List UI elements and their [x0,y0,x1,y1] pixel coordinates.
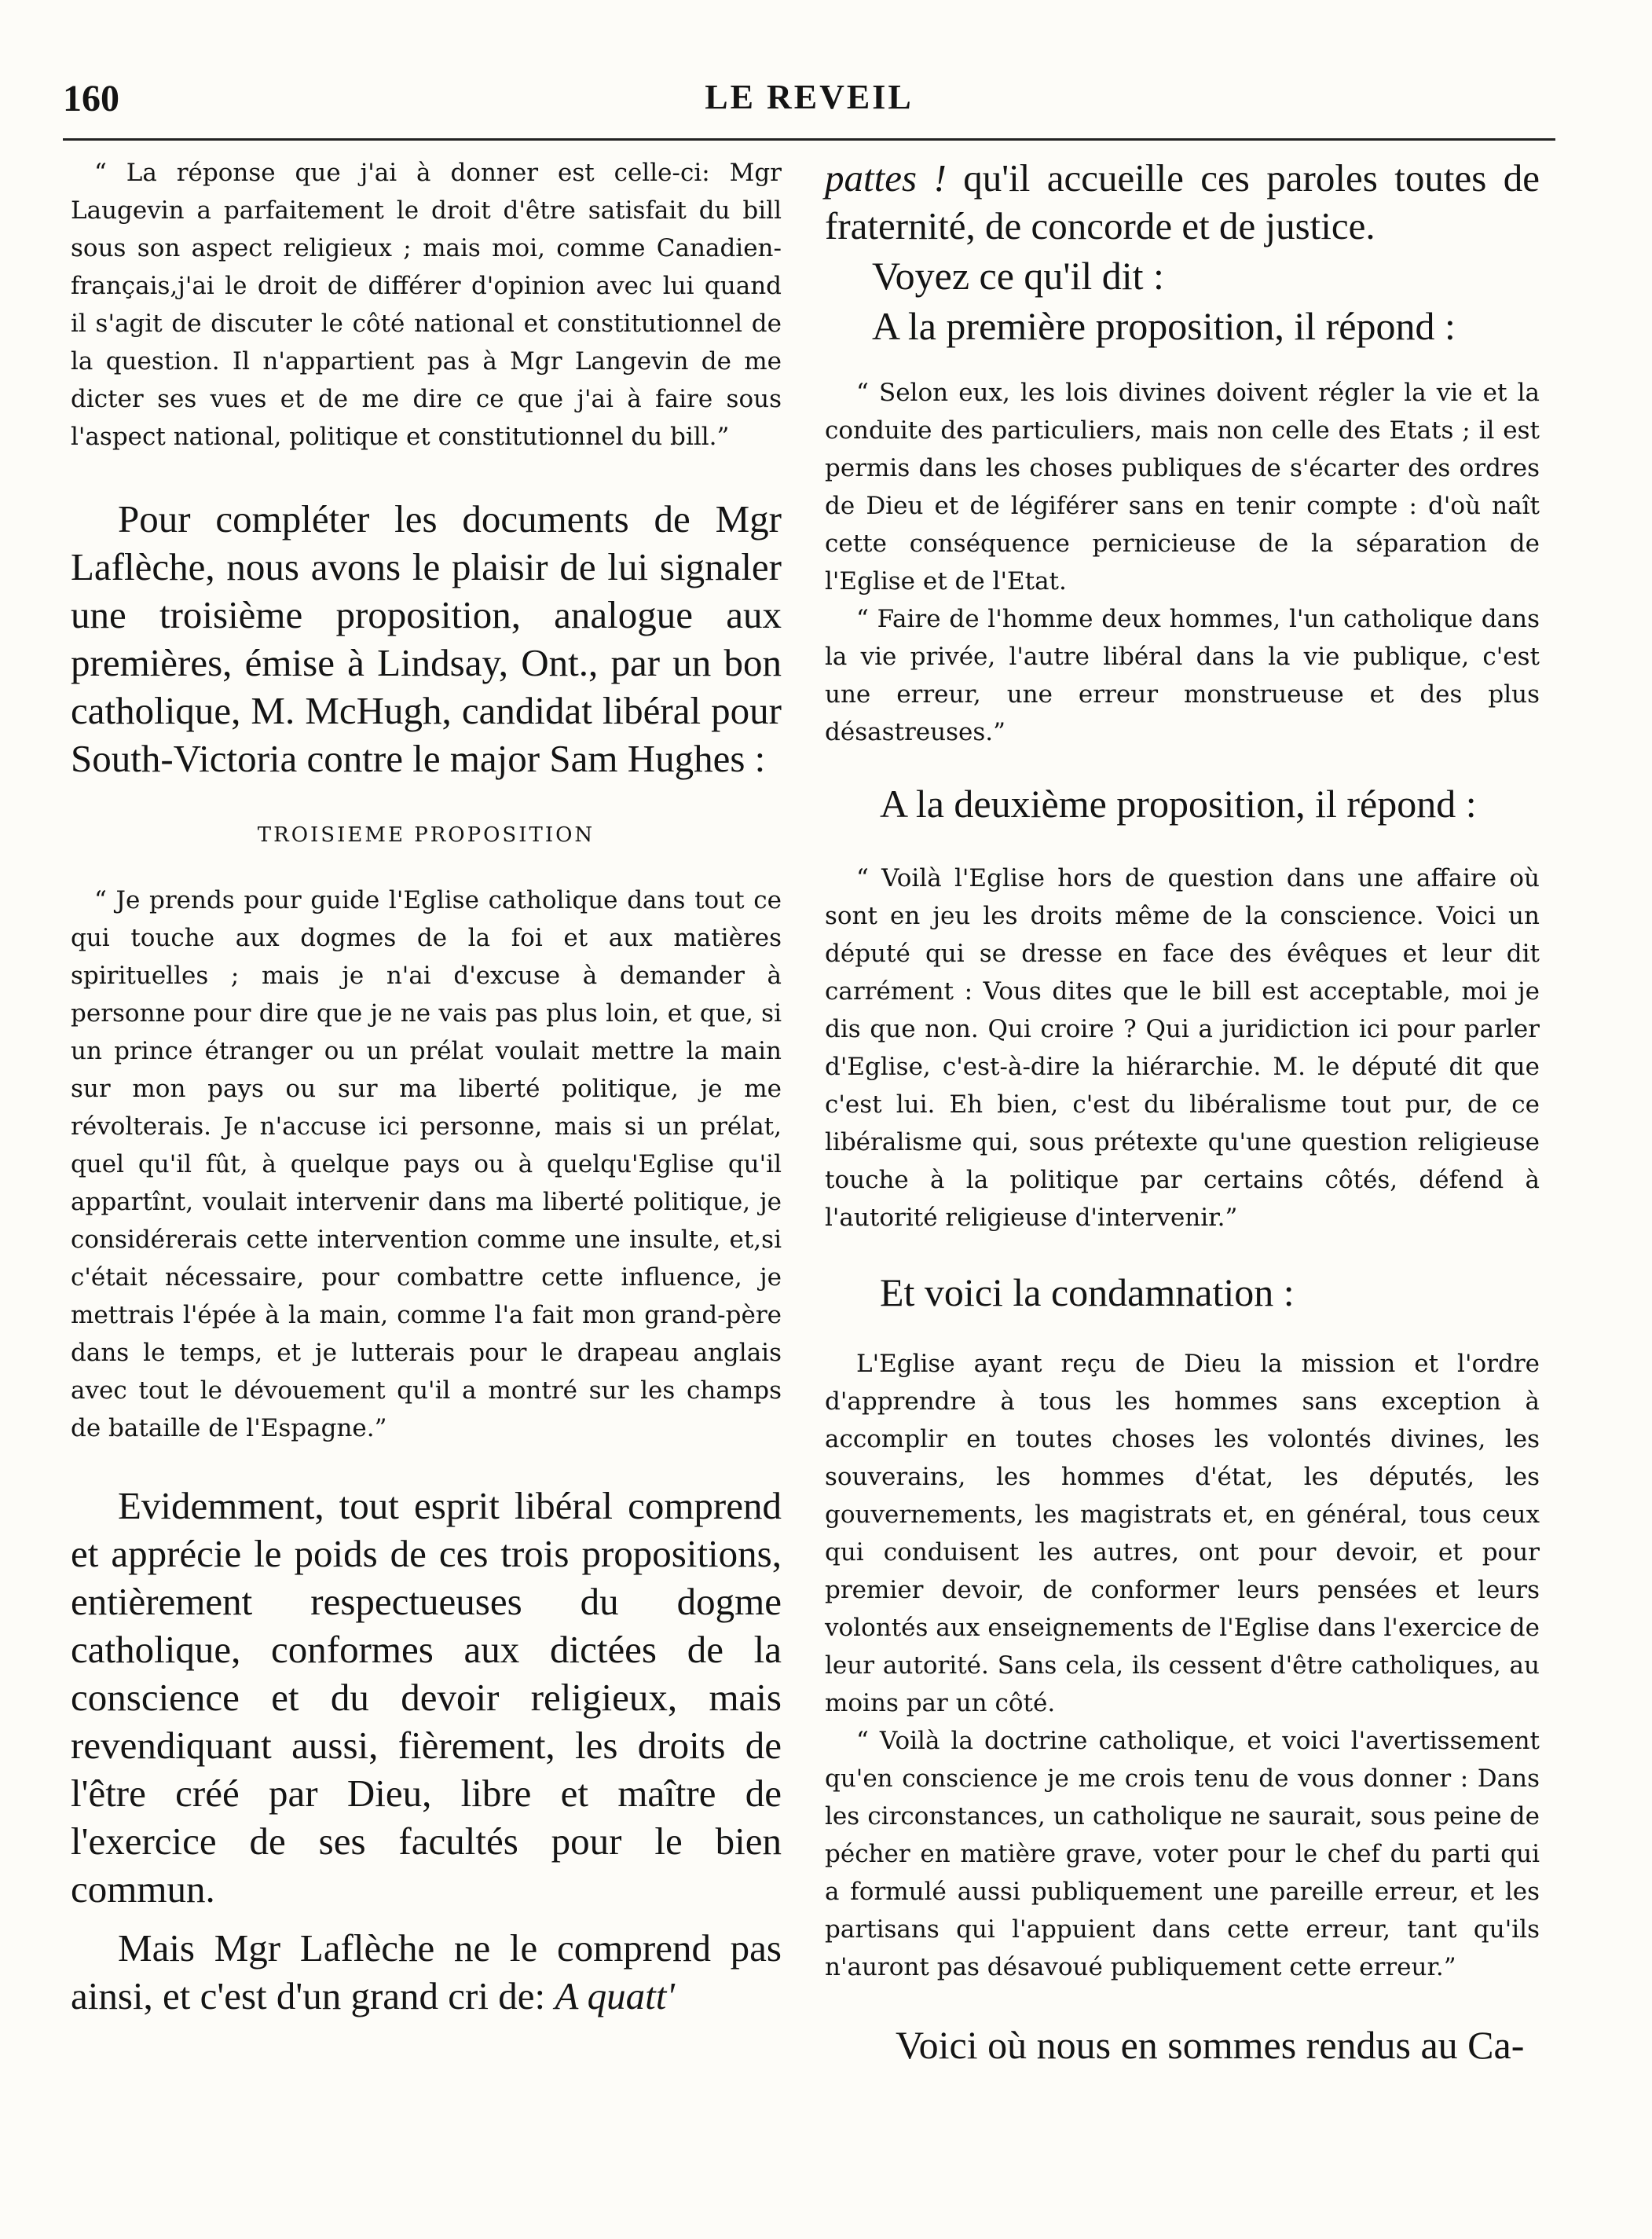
left-column [71,154,782,2020]
paragraph-mais-italic: A quatt' [555,1974,675,2017]
line-premiere-proposition: A la première proposition, il répond : [872,304,1456,348]
page-header [63,69,1555,132]
quote-faire-homme: “ Faire de l'homme deux hommes, l'un catholique dans la vie privée, l'autre libéral dans la vie publique, c'est une erreur, une erreur monstrueuse et des plus désastreuses.” [825,605,1540,746]
paragraph-mais-text: Mais Mgr Laflèche ne le comprend pas ainsi, et c'est d'un grand cri de: [71,1926,782,2017]
line-final: Voici où nous en sommes rendus au Ca- [896,2023,1525,2067]
line-deuxieme-proposition: A la deuxième proposition, il répond : [880,782,1477,826]
line-condamnation: Et voici la condamnation : [880,1270,1295,1314]
quote-voila-eglise: “ Voilà l'Eglise hors de question dans une affaire où sont en jeu les droits même de la conscience. Voici un député qui se dresse en face des évêques et leur dit carrément : Vous dites que le bill est acceptable, moi je dis que non. Qui croire ? Qui a juridiction ici pour parler d'Eglise, c'est-à-dire la hiérarchie. M. le député dit que c'est lui. Eh bien, c'est du libéralisme tout pur, de ce libéralisme qui, sous prétexte qu'une question religieuse touche à la politique par certains côtés, défend à l'autorité religieuse d'intervenir.” [825,864,1540,1232]
line-voyez: Voyez ce qu'il dit : [872,254,1164,298]
paragraph-evidemment: Evidemment, tout esprit libéral comprend et apprécie le poids de ces trois propositions, entièrement respectueuses du dogme catholique, conformes aux dictées de la conscience et du devoir religieux, mais revendiquant aussi, fièrement, les droits de l'être créé par Dieu, libre et maître de l'exercice de ses facultés pour le bien commun. [71,1484,782,1911]
paragraph-documents: Pour compléter les documents de Mgr Laflèche, nous avons le plaisir de lui signaler une troisième proposition, analogue aux premières, émise à Lindsay, Ont., par un bon catholique, M. McHugh, candidat libéral pour South-Victoria contre le major Sam Hughes : [71,497,782,780]
continuation-text: qu'il accueille ces paroles toutes de fraternité, de concorde et de justice. [825,156,1540,247]
paragraph-mais [71,1924,782,2020]
right-column [825,154,1540,2069]
quote-doctrine: “ Voilà la doctrine catholique, et voici l'avertissement qu'en conscience je me crois tenu de vous donner : Dans les circonstances, un catholique ne saurait, sous peine de pécher en matière grave, voter pour le chef du parti qui a formulé aussi publiquement une pareille erreur, et les partisans qui l'appuient dans cette erreur, tant qu'ils n'auront pas désavoué publiquement cette erreur.” [825,1727,1540,1981]
quote-langevin: “ La réponse que j'ai à donner est celle-ci: Mgr Laugevin a parfaitement le droit d'être satisfait du bill sous son aspect religieux ; mais moi, comme Canadien-français,j'ai le droit de différer d'opinion avec lui quand il s'agit de discuter le côté national et constitutionnel de la question. Il n'appartient pas à Mgr Langevin de me dicter ses vues et de me dire ce que j'ai à faire sous l'aspect national, politique et constitutionnel du bill.” [71,159,782,451]
continuation-italic: pattes ! [825,156,947,200]
running-title: LE REVEIL [705,78,914,116]
quote-selon-eux: “ Selon eux, les lois divines doivent régler la vie et la conduite des particuliers, mais non celle des Etats ; il est permis dans les choses publiques de s'écarter des ordres de Dieu et de légiférer sans en tenir compte : d'où naît cette conséquence pernicieuse de la séparation de l'Eglise et de l'Etat. [825,379,1540,595]
section-title: TROISIEME PROPOSITION [257,823,595,847]
paragraph-continuation [825,154,1540,250]
page-number: 160 [63,78,119,119]
quote-eglise-mission: L'Eglise ayant reçu de Dieu la mission et l'ordre d'apprendre à tous les hommes sans exception à accomplir en toutes choses les volontés divines, les souverains, les hommes d'état, les députés, les gouvernements, les magistrats et, en général, tous ceux qui conduisent les autres, ont pour devoir, et pour premier devoir, de conformer leurs pensées et leurs volontés aux enseignements de l'Eglise dans l'exercice de leur autorité. Sans cela, ils cessent d'être catholiques, au moins par un côté. [825,1350,1540,1717]
header-rule [63,138,1555,141]
quote-mchugh: “ Je prends pour guide l'Eglise catholique dans tout ce qui touche aux dogmes de la foi et aux matières spirituelles ; mais je n'ai d'excuse à demander à personne pour dire que je ne vais pas plus loin, et que, si un prince étranger ou un prélat voulait mettre la main sur mon pays ou sur ma liberté politique, je me révolterais. Je n'accuse ici personne, mais si un prélat, quel qu'il fût, à quelque pays ou à quelqu'Eglise qu'il appartînt, voulait intervenir dans ma liberté politique, je considérerais cette intervention comme une insulte, et,si c'était nécessaire, pour combattre cette influence, je mettrais l'épée à la main, comme l'a fait mon grand-père dans le temps, et je lutterais pour le drapeau anglais avec tout le dévouement qu'il a montré sur les champs de bataille de l'Espagne.” [71,886,782,1442]
